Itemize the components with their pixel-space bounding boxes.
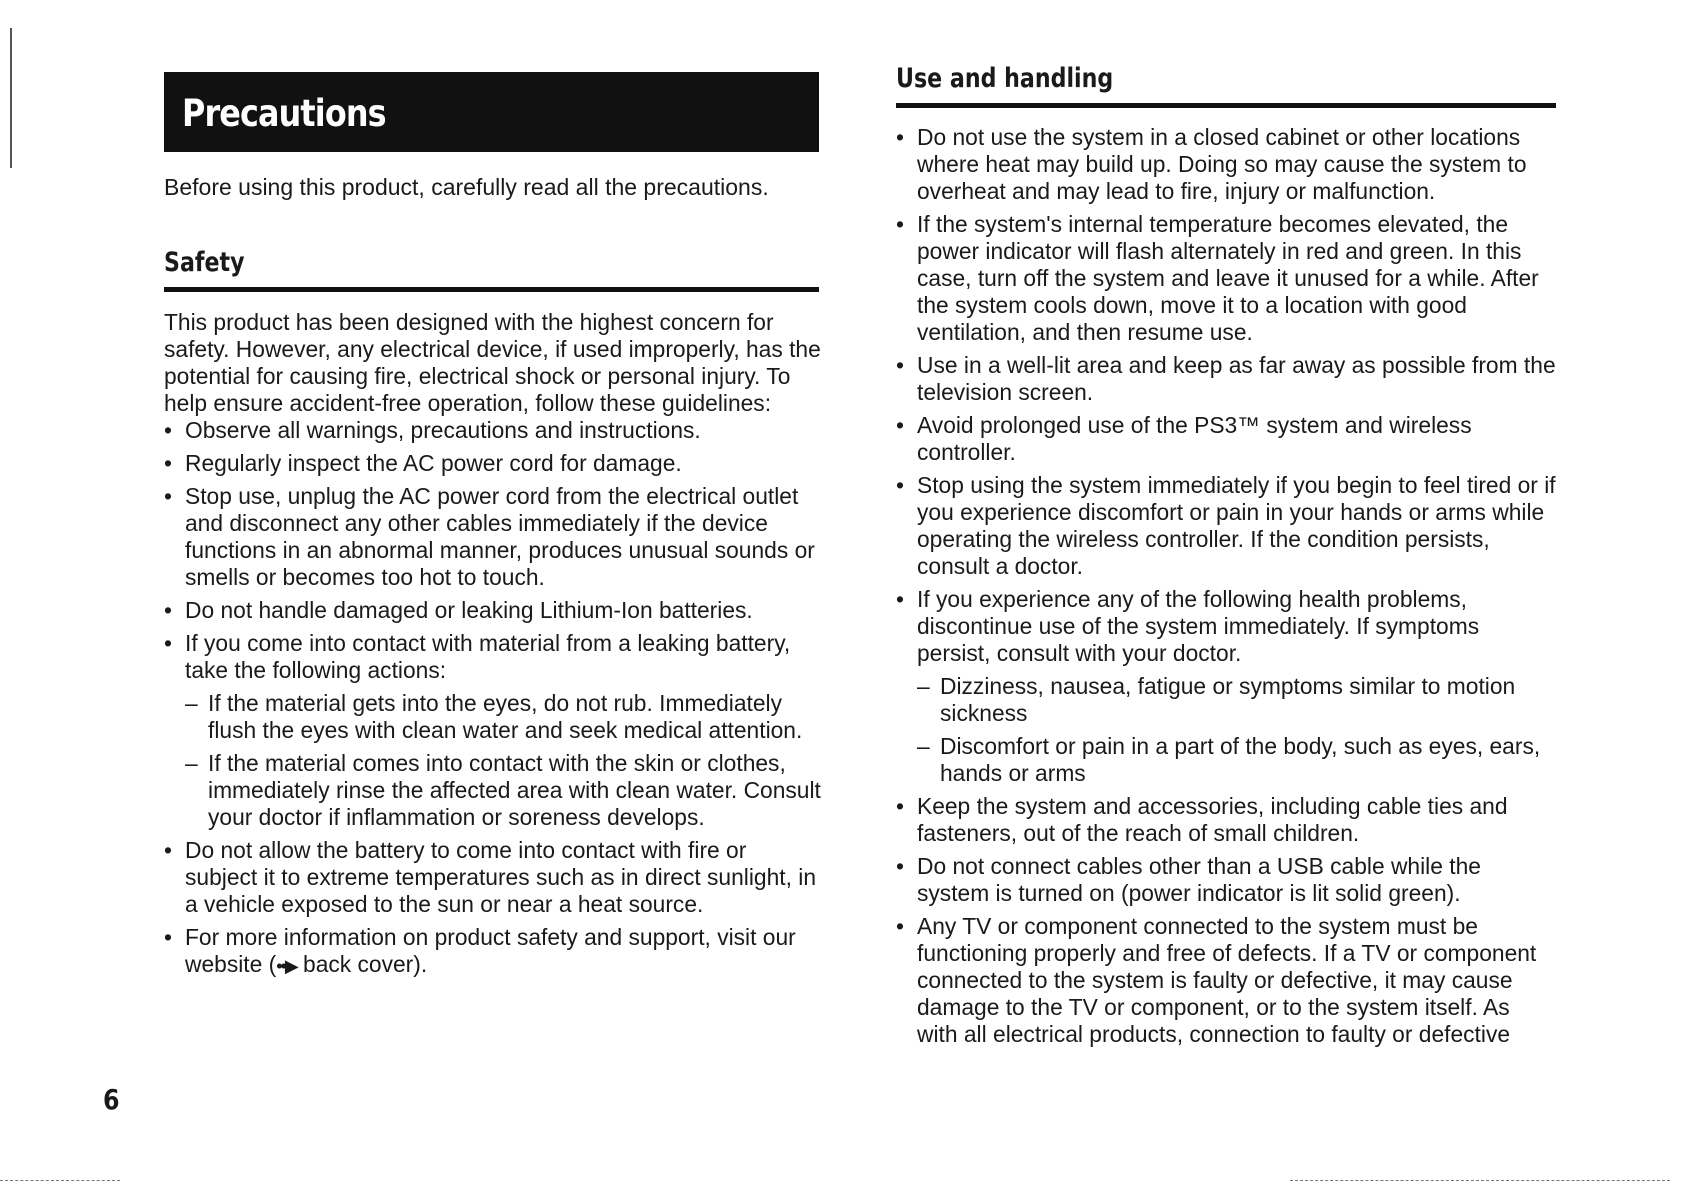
sub-list-item: – Dizziness, nausea, fatigue or symptoms similar to motion sickness [917,673,1556,727]
list-item: • Do not connect cables other than a USB cable while the system is turned on (power indicator is lit solid green). [896,853,1556,907]
list-item: • Avoid prolonged use of the PS3™ system and wireless controller. [896,412,1556,466]
safety-heading-rule [164,287,819,292]
use-handling-heading-rule [896,103,1556,108]
list-item: • Do not use the system in a closed cabinet or other locations where heat may build up. Doing so may cause the system to overheat and may lead to fire, injury or malfunction. [896,124,1556,205]
list-item: • Regularly inspect the AC power cord for damage. [164,450,824,477]
sub-list-item: – If the material gets into the eyes, do not rub. Immediately flush the eyes with clean water and seek medical attention. [185,690,824,744]
list-item-text: If you come into contact with material from a leaking battery, take the following actions: [185,630,791,683]
safety-heading: Safety [164,247,245,278]
footer-scan-edge-left [0,1180,120,1182]
list-item: • Observe all warnings, precautions and instructions. [164,417,824,444]
safety-bullet-list [164,417,824,980]
health-problems-list [917,673,1556,787]
list-item: • Do not handle damaged or leaking Lithium-Ion batteries. [164,597,824,624]
use-handling-body [896,124,1556,1048]
list-item [164,924,824,980]
use-handling-bullet-list [896,124,1556,1048]
footer-scan-edge-right [1290,1180,1670,1182]
list-item [896,586,1556,787]
battery-actions-list [185,690,824,831]
safety-paragraph: This product has been designed with the highest concern for safety. However, any electrical device, if used improperly, has the potential for causing fire, electrical shock or personal injury. To help ensure accident-free operation, follow these guidelines: [164,309,821,416]
list-item: • Do not allow the battery to come into contact with fire or subject it to extreme temperatures such as in direct sunlight, in a vehicle exposed to the sun or near a heat source. [164,837,824,918]
list-item: • Keep the system and accessories, including cable ties and fasteners, out of the reach of small children. [896,793,1556,847]
list-item-text: If you experience any of the following health problems, discontinue use of the system immediately. If symptoms persist, consult with your doctor. [917,586,1480,666]
sub-list-item: – Discomfort or pain in a part of the body, such as eyes, ears, hands or arms [917,733,1556,787]
list-item [164,630,824,831]
list-item: • Stop use, unplug the AC power cord from the electrical outlet and disconnect any other cables immediately if the device functions in an abnormal manner, produces unusual sounds or smells or becomes too hot to touch. [164,483,824,591]
intro-text: Before using this product, carefully read all the precautions. [164,174,769,200]
safety-body [164,309,824,980]
list-item: • Use in a well-lit area and keep as far away as possible from the television screen. [896,352,1556,406]
list-item: • Any TV or component connected to the system must be functioning properly and free of defects. If a TV or component connected to the system is faulty or defective, it may cause damage to the TV or component, or to the system itself. As with all electrical products, connection to faulty or defective [896,913,1556,1048]
sub-list-item: – If the material comes into contact with the skin or clothes, immediately rinse the affected area with clean water. Consult your doctor if inflammation or soreness develops. [185,750,824,831]
list-item: • If the system's internal temperature becomes elevated, the power indicator will flash alternately in red and green. In this case, turn off the system and leave it unused for a while. After the system cools down, move it to a location with good ventilation, and then resume use. [896,211,1556,346]
page-title: Precautions [182,92,386,135]
page-title-bar [164,72,819,152]
arrow-icon: ••▶ [276,956,297,976]
back-cover-text: back cover). [296,951,428,977]
list-item: • Stop using the system immediately if you begin to feel tired or if you experience discomfort or pain in your hands or arms while operating the wireless controller. If the condition persists, consult a doctor. [896,472,1556,580]
page-number: 6 [103,1083,120,1116]
left-margin-line [10,28,12,168]
use-handling-heading: Use and handling [896,63,1114,94]
website-text: For more information on product safety and support, visit our website ( [185,924,796,977]
